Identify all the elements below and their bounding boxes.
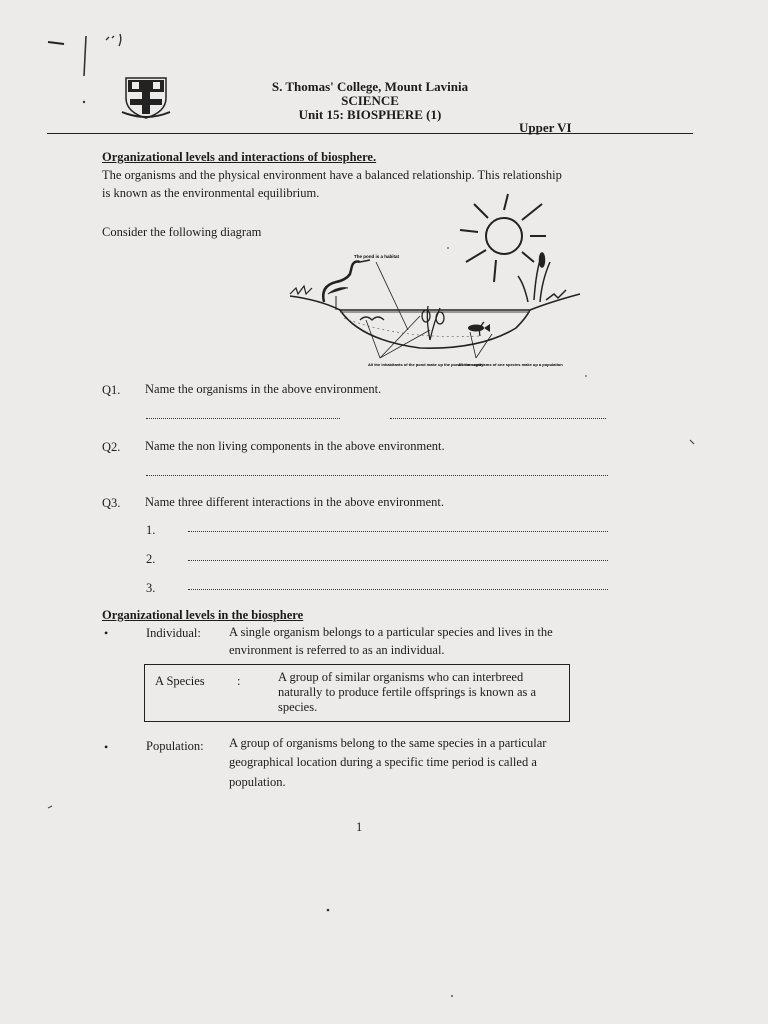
intro-line-1: The organisms and the physical environment have a balanced relationship. This relationship	[102, 168, 562, 182]
individual-definition-line-2: environment is referred to as an individual.	[229, 643, 445, 657]
bullet-icon: •	[104, 740, 109, 754]
species-definition-line-3: species.	[278, 700, 318, 714]
unit-title: Unit 15: BIOSPHERE (1)	[298, 107, 442, 122]
school-name: S. Thomas' College, Mount Lavinia	[271, 79, 469, 94]
q3-item-number: 2.	[146, 552, 156, 566]
question-1-number: Q1.	[102, 383, 121, 397]
q3-item-number: 1.	[146, 523, 156, 537]
intro-line-2: is known as the environmental equilibrium.	[102, 186, 320, 200]
species-definition-line-2: naturally to produce fertile offsprings is known as a	[278, 685, 537, 699]
q3-item-number: 3.	[146, 581, 156, 595]
question-3-number: Q3.	[102, 496, 121, 510]
species-definition-line-1: A group of similar organisms who can interbreed	[278, 670, 524, 684]
population-definition-line-1: A group of organisms belong to the same species in a particular	[229, 736, 547, 750]
question-2-number: Q2.	[102, 440, 121, 454]
section-heading-interactions: Organizational levels and interactions of biosphere.	[102, 150, 377, 164]
label-population: All the organisms of one species make up a population	[458, 362, 563, 367]
page-number: 1	[356, 820, 363, 834]
question-3-text: Name three different interactions in the above environment.	[145, 495, 444, 509]
term-population: Population:	[146, 739, 204, 753]
population-definition-line-2: geographical location during a specific time period is called a	[229, 755, 537, 769]
label-habitat: The pond is a habitat	[354, 254, 400, 259]
term-individual: Individual:	[146, 626, 201, 640]
term-species: A Species	[155, 674, 205, 688]
question-2-text: Name the non living components in the above environment.	[145, 439, 445, 453]
consider-diagram-text: Consider the following diagram	[102, 225, 262, 239]
question-1-text: Name the organisms in the above environment.	[145, 382, 382, 396]
section-heading-levels: Organizational levels in the biosphere	[102, 608, 304, 622]
subject-title: SCIENCE	[341, 93, 399, 108]
species-colon: :	[237, 674, 241, 688]
population-definition-line-3: population.	[229, 775, 286, 789]
individual-definition-line-1: A single organism belongs to a particular species and lives in the	[229, 625, 553, 639]
label-community: All the inhabitants of the pond make up the pond community	[368, 362, 484, 367]
grade-label: Upper VI	[519, 120, 572, 135]
bullet-icon: •	[104, 626, 109, 640]
